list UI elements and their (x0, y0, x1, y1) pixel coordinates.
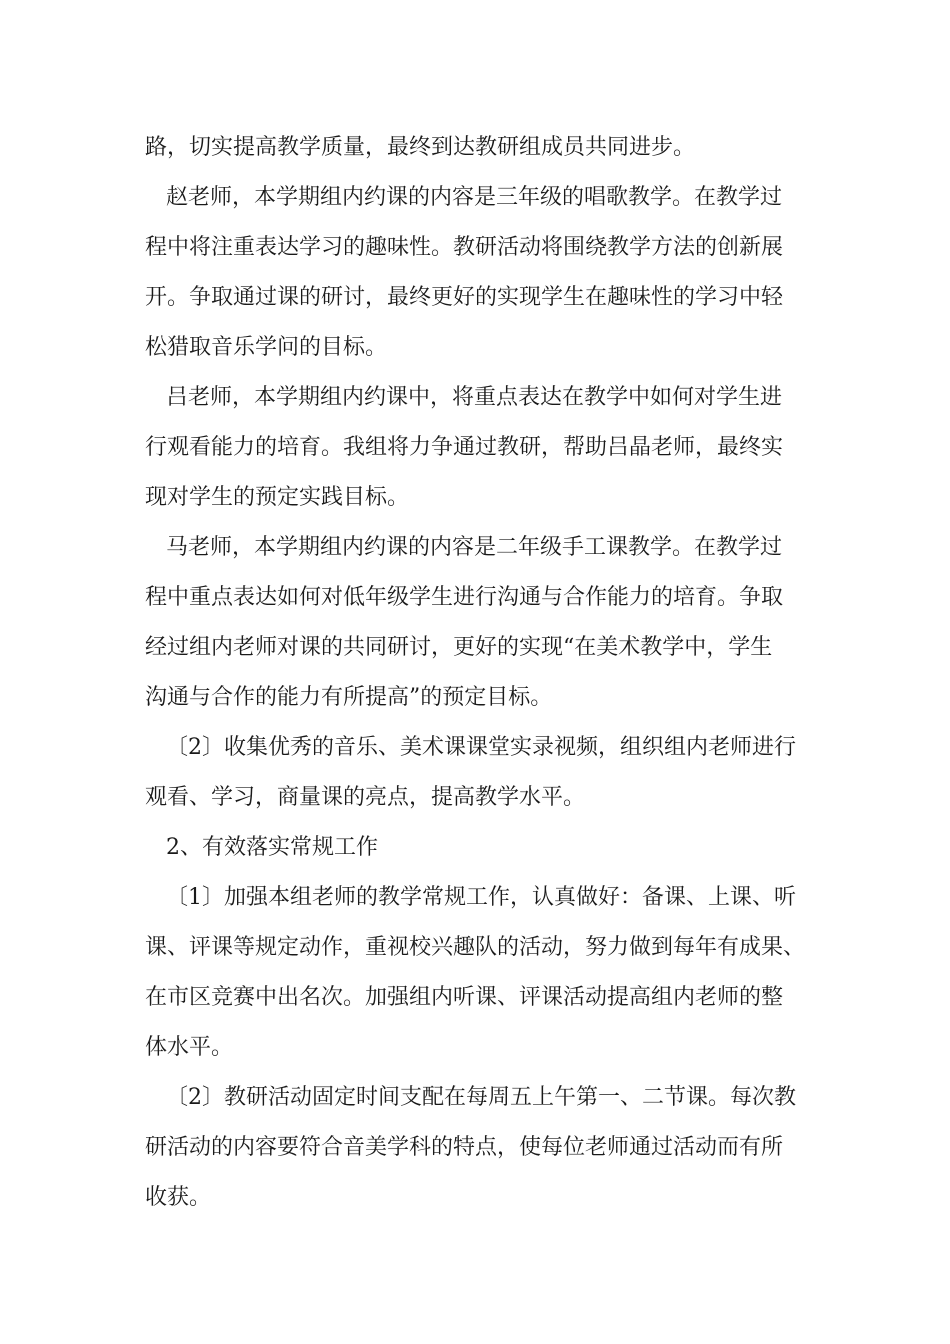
text-line: 在市区竞赛中出名次。加强组内听课、评课活动提高组内老师的整 (145, 985, 784, 1010)
text-line: 路，切实提高教学质量，最终到达教研组成员共同进步。 (145, 135, 696, 160)
paragraph-start-line: 吕老师，本学期组内约课中，将重点表达在教学中如何对学生进 (166, 385, 783, 410)
paragraph-start-line: 〔1〕加强本组老师的教学常规工作，认真做好：备课、上课、听 (166, 885, 796, 910)
paragraph-start-line: 赵老师，本学期组内约课的内容是三年级的唱歌教学。在教学过 (166, 185, 783, 210)
text-line: 体水平。 (145, 1035, 234, 1060)
text-line: 收获。 (145, 1185, 212, 1210)
section-heading: 2、有效落实常规工作 (166, 835, 378, 860)
text-line: 现对学生的预定实践目标。 (145, 485, 410, 510)
paragraph-start-line: 马老师，本学期组内约课的内容是二年级手工课教学。在教学过 (166, 535, 783, 560)
text-line: 开。争取通过课的研讨，最终更好的实现学生在趣味性的学习中轻 (145, 285, 784, 310)
text-line: 研活动的内容要符合音美学科的特点，使每位老师通过活动而有所 (145, 1135, 784, 1160)
text-line: 沟通与合作的能力有所提高”的预定目标。 (145, 685, 553, 710)
text-line: 课、评课等规定动作，重视校兴趣队的活动，努力做到每年有成果、 (145, 935, 806, 960)
text-line: 行观看能力的培育。我组将力争通过教研，帮助吕晶老师，最终实 (145, 435, 784, 460)
paragraph-start-line: 〔2〕教研活动固定时间支配在每周五上午第一、二节课。每次教 (166, 1085, 796, 1110)
text-line: 观看、学习，商量课的亮点，提高教学水平。 (145, 785, 586, 810)
text-line: 程中将注重表达学习的趣味性。教研活动将围绕教学方法的创新展 (145, 235, 784, 260)
text-line: 经过组内老师对课的共同研讨，更好的实现“在美术教学中，学生 (145, 635, 773, 660)
paragraph-start-line: 〔2〕收集优秀的音乐、美术课课堂实录视频，组织组内老师进行 (166, 735, 796, 760)
text-line: 松猎取音乐学问的目标。 (145, 335, 388, 360)
text-line: 程中重点表达如何对低年级学生进行沟通与合作能力的培育。争取 (145, 585, 784, 610)
